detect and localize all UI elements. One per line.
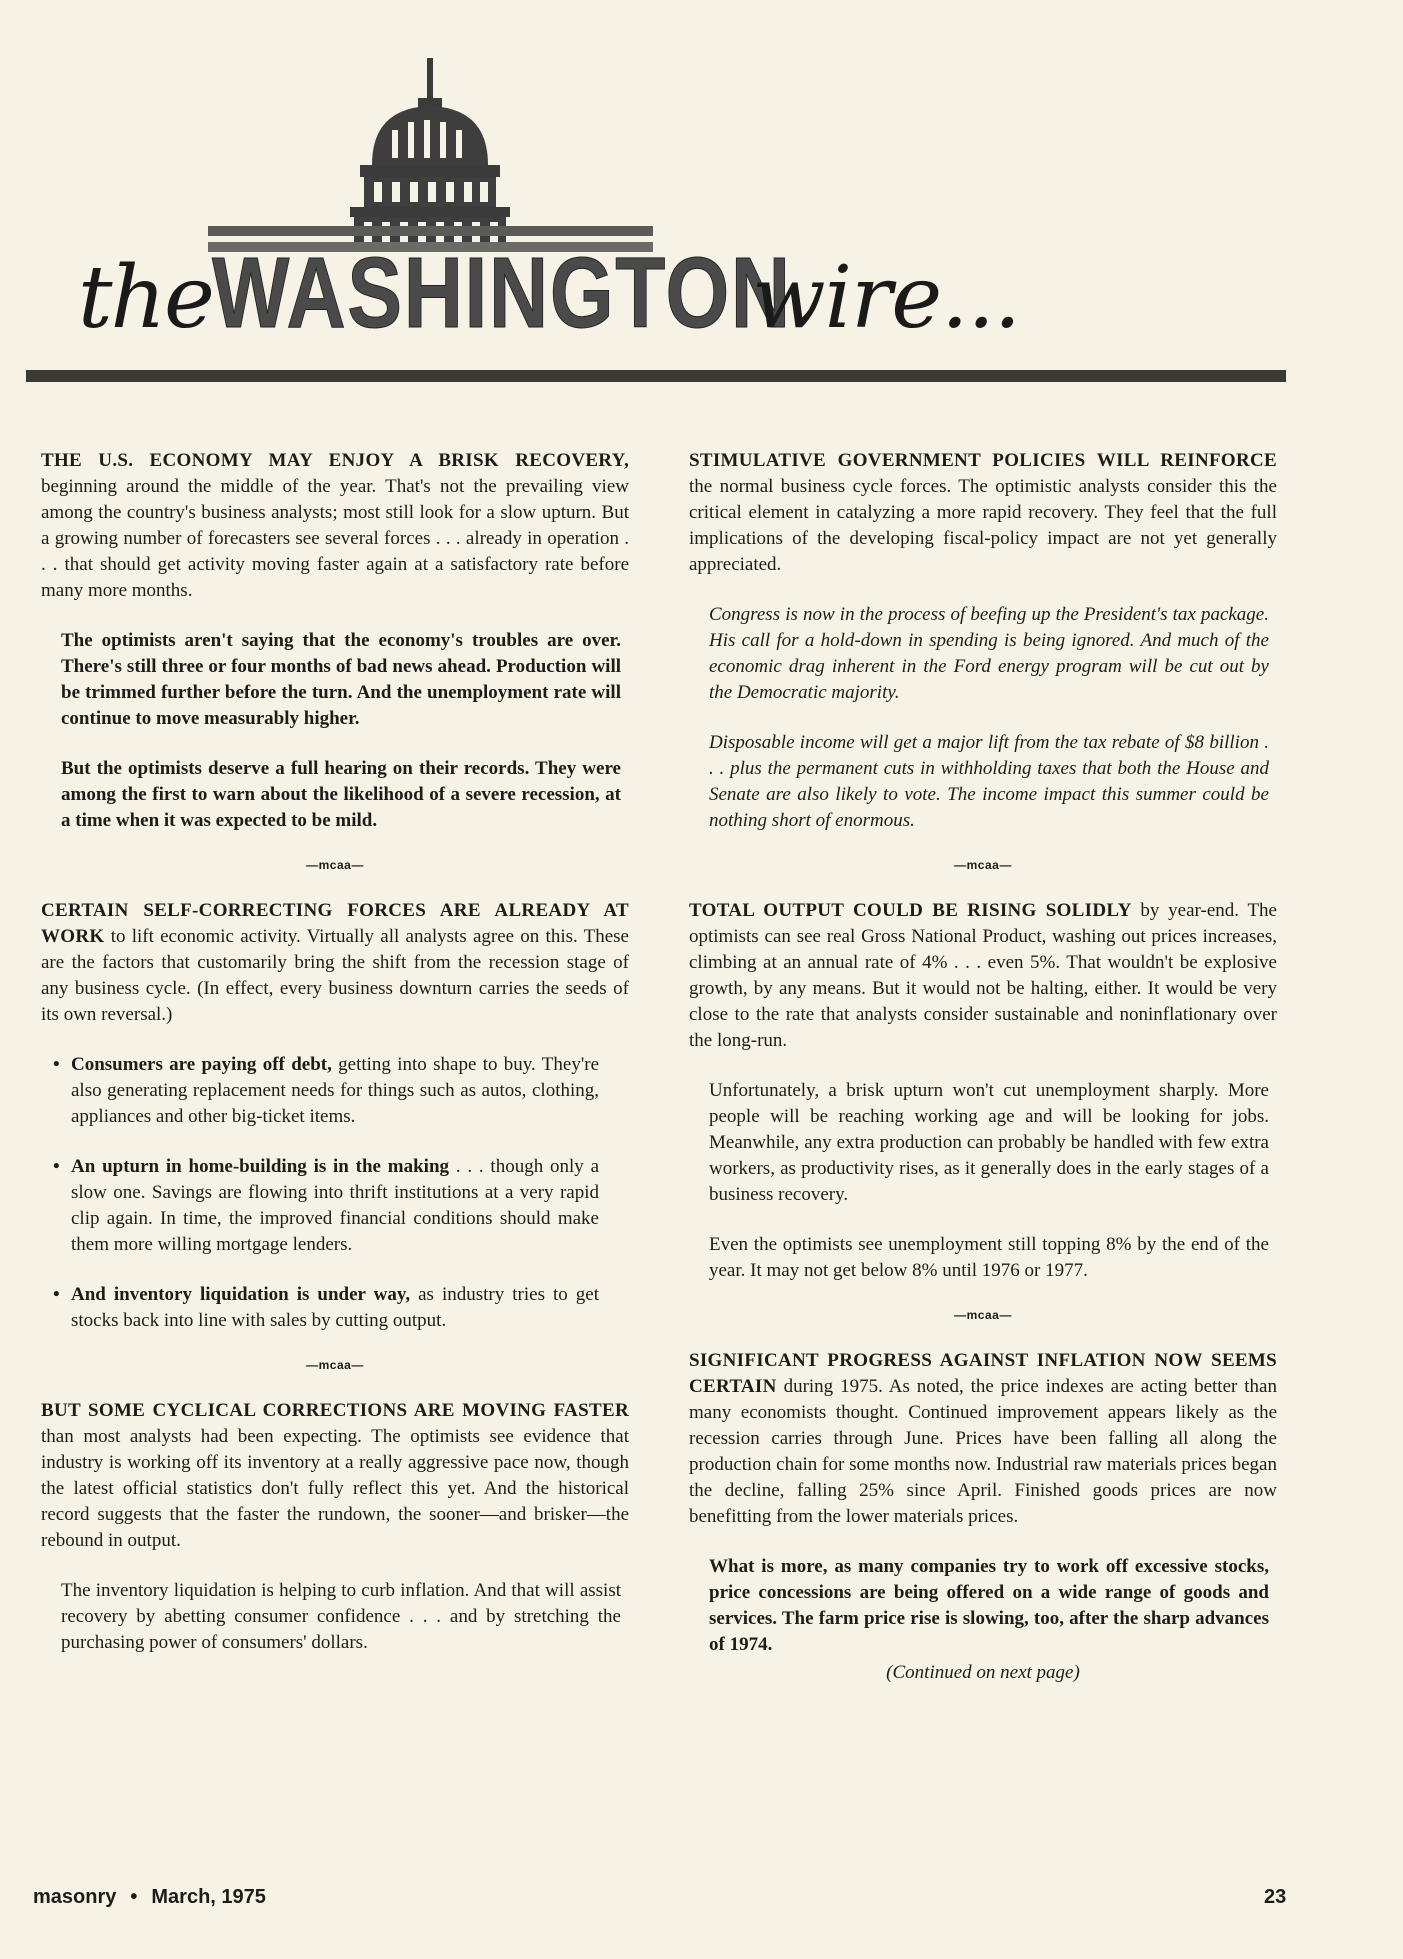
section-separator: —mcaa— <box>954 1308 1012 1322</box>
article-paragraph <box>41 1398 629 1554</box>
section-lead: SIGNIFICANT PROGRESS AGAINST INFLATION NOW SEEMS CERTAIN <box>689 1350 1277 1397</box>
article-paragraph: Unfortunately, a brisk upturn won't cut unemployment sharply. More people will be reaching working age and will be looking for jobs. Meanwhile, any extra production can probably be handled with few extra workers, as productivity rises, as it generally does in the early stages of a business recovery. <box>709 1080 1269 1205</box>
list-item <box>71 1052 629 1130</box>
magazine-name: masonry <box>33 1886 117 1908</box>
bullet-list <box>41 1052 629 1334</box>
section-lead: STIMULATIVE GOVERNMENT POLICIES WILL REINFORCE <box>689 450 1277 471</box>
section-lead: TOTAL OUTPUT COULD BE RISING SOLIDLY <box>689 900 1132 921</box>
section-separator: —mcaa— <box>306 858 364 872</box>
masthead-title: WASHINGTON <box>212 237 792 349</box>
masthead <box>0 0 1403 420</box>
issue-date: March, 1975 <box>151 1886 266 1908</box>
article-paragraph <box>41 448 629 604</box>
article-paragraph: Congress is now in the process of beefing up the President's tax package. His call for a hold-down in spending is being ignored. And much of the economic drag inherent in the Ford energy program will be cut out by the Democratic majority. <box>709 604 1269 703</box>
footer-bullet: • <box>130 1886 138 1908</box>
list-item <box>71 1282 629 1334</box>
article-paragraph: But the optimists deserve a full hearing on their records. They were among the first to warn about the likelihood of a severe recession, at a time when it was expected to be mild. <box>61 758 621 831</box>
section-body: during 1975. As noted, the price indexes are acting better than many economists thought. Continued improvement appears likely as the recession carries through June. Prices have been falling all along the production chain for some months now. Industrial raw materials prices began the decline, falling 25% since April. Finished goods prices are now benefitting from the lower materials prices. <box>689 1376 1277 1527</box>
article-paragraph <box>41 898 629 1028</box>
continued-note: (Continued on next page) <box>886 1662 1080 1683</box>
section-lead: THE U.S. ECONOMY MAY ENJOY A BRISK RECOVERY, <box>41 450 629 471</box>
footer-credit <box>33 1886 266 1909</box>
article-paragraph <box>689 898 1277 1054</box>
bullet-lead: And inventory liquidation is under way, <box>71 1284 411 1305</box>
bullet-body: getting into shape to buy. They're also generating replacement needs for things such as autos, clothing, appliances and other big-ticket items. <box>71 1054 599 1127</box>
section-lead: BUT SOME CYCLICAL CORRECTIONS ARE MOVING FASTER <box>41 1400 629 1421</box>
article-paragraph <box>689 448 1277 578</box>
article-paragraph: Even the optimists see unemployment still topping 8% by the end of the year. It may not get below 8% until 1976 or 1977. <box>709 1234 1269 1281</box>
article-paragraph: Disposable income will get a major lift from the tax rebate of $8 billion . . . plus the permanent cuts in withholding taxes that both the House and Senate are also likely to vote. The income impact this summer could be nothing short of enormous. <box>709 732 1269 831</box>
bullet-lead: Consumers are paying off debt, <box>71 1054 332 1075</box>
bullet-body: as industry tries to get stocks back into line with sales by cutting output. <box>71 1284 599 1331</box>
right-column <box>689 448 1277 1686</box>
section-body: to lift economic activity. Virtually all analysts agree on this. These are the factors that customarily bring the shift from the recession stage of any business cycle. (In effect, every business downturn carries the seeds of its own reversal.) <box>41 926 629 1025</box>
section-lead: CERTAIN SELF-CORRECTING FORCES ARE ALREADY AT WORK <box>41 900 629 947</box>
list-item <box>71 1154 629 1258</box>
masthead-rule <box>26 370 1286 382</box>
article-paragraph <box>689 1348 1277 1530</box>
section-separator: —mcaa— <box>954 858 1012 872</box>
section-body: than most analysts had been expecting. The optimists see evidence that industry is working off its inventory at a really aggressive pace now, though the latest official statistics don't fully reflect this yet. And the historical record suggests that the faster the rundown, the sooner—and brisker—the rebound in output. <box>41 1426 629 1551</box>
article-paragraph: The inventory liquidation is helping to curb inflation. And that will assist recovery by abetting consumer confidence . . . and by stretching the purchasing power of consumers' dollars. <box>61 1580 621 1653</box>
bullet-body: . . . though only a slow one. Savings are flowing into thrift institutions at a very rapid clip again. In time, the improved financial conditions should make them more willing mortgage lenders. <box>71 1156 599 1255</box>
article-paragraph: The optimists aren't saying that the economy's troubles are over. There's still three or four months of bad news ahead. Production will be trimmed further before the turn. And the unemployment rate will continue to move measurably higher. <box>61 630 621 729</box>
left-column <box>41 448 629 1680</box>
section-body: the normal business cycle forces. The optimistic analysts consider this the critical element in catalyzing a more rapid recovery. They feel that the full implications of the developing fiscal-policy impact are not yet generally appreciated. <box>689 476 1277 575</box>
page-number: 23 <box>1264 1886 1287 1908</box>
section-body: by year-end. The optimists can see real Gross National Product, washing out prices increases, climbing at an annual rate of 4% . . . even 5%. That wouldn't be explosive growth, by any means. But it would not be halting, either. It would be very close to the rate that analysts consider sustainable and noninflationary over the long-run. <box>689 900 1277 1051</box>
section-body: beginning around the middle of the year. That's not the prevailing view among the country's business analysts; most still look for a slow upturn. But a growing number of forecasters see several forces . . . already in operation . . . that should get activity moving faster again at a satisfactory rate before many more months. <box>41 476 629 601</box>
masthead-suffix: wire... <box>752 248 1021 348</box>
masthead-prefix: the <box>78 248 213 348</box>
bullet-lead: An upturn in home-building is in the making <box>71 1156 450 1177</box>
article-paragraph: What is more, as many companies try to work off excessive stocks, price concessions are being offered on a wide range of goods and services. The farm price rise is slowing, too, after the sharp advances of 1974. <box>709 1556 1269 1655</box>
section-separator: —mcaa— <box>306 1358 364 1372</box>
